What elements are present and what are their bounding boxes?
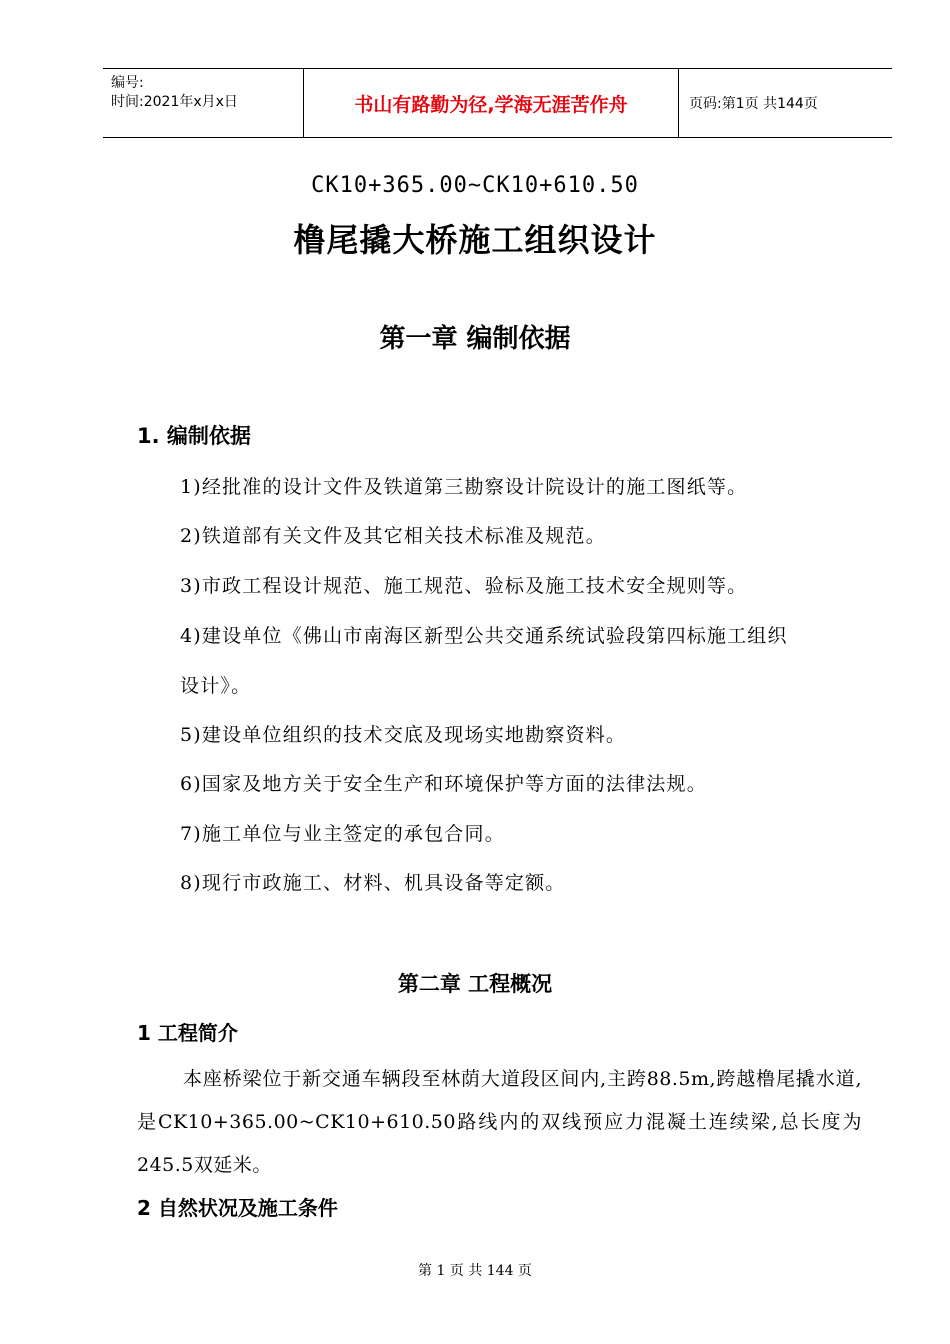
page-footer: 第 1 页 共 144 页: [418, 1263, 532, 1279]
header-motto: 书山有路勤为径,学海无涯苦作舟: [354, 93, 628, 116]
overview-paragraph: 本座桥梁位于新交通车辆段至林荫大道段区间内,主跨88.5m,跨越橹尾撬水道,是CK10+365.00~CK10+610.50路线内的双线预应力混凝土连续梁,总长度为245.5双延米。: [137, 1068, 862, 1176]
list-item: 8)现行市政施工、材料、机具设备等定额。: [180, 872, 566, 894]
list-item: 4)建设单位《佛山市南海区新型公共交通系统试验段第四标施工组织: [180, 625, 788, 647]
section-2-2-heading: 2 自然状况及施工条件: [137, 1196, 338, 1220]
project-code: CK10+365.00~CK10+610.50: [311, 173, 639, 198]
chapter-2-heading: 第二章 工程概况: [397, 972, 553, 996]
list-item: 5)建设单位组织的技术交底及现场实地勘察资料。: [180, 724, 627, 746]
list-item: 设计》。: [180, 675, 252, 697]
document-title: 橹尾撬大桥施工组织设计: [293, 221, 657, 259]
list-item: 3)市政工程设计规范、施工规范、验标及施工技术安全规则等。: [180, 575, 748, 597]
list-item: 1)经批准的设计文件及铁道第三勘察设计院设计的施工图纸等。: [180, 476, 748, 498]
list-item: 2)铁道部有关文件及其它相关技术标准及规范。: [180, 525, 606, 547]
list-item: 7)施工单位与业主签定的承包合同。: [180, 823, 505, 845]
list-item: 6)国家及地方关于安全生产和环境保护等方面的法律法规。: [180, 773, 707, 795]
header-page-info: 页码:第1页 共144页: [689, 96, 818, 112]
header-meta: [103, 69, 303, 137]
time-label: 时间:2021年x月x日: [111, 94, 238, 110]
section-2-1-heading: 1 工程简介: [137, 1021, 238, 1045]
page-header: [103, 68, 892, 138]
section-1-heading: 1. 编制依据: [137, 424, 251, 448]
header-divider: [678, 69, 679, 137]
number-label: 编号:: [111, 75, 144, 91]
chapter-1-heading: 第一章 编制依据: [379, 324, 571, 354]
